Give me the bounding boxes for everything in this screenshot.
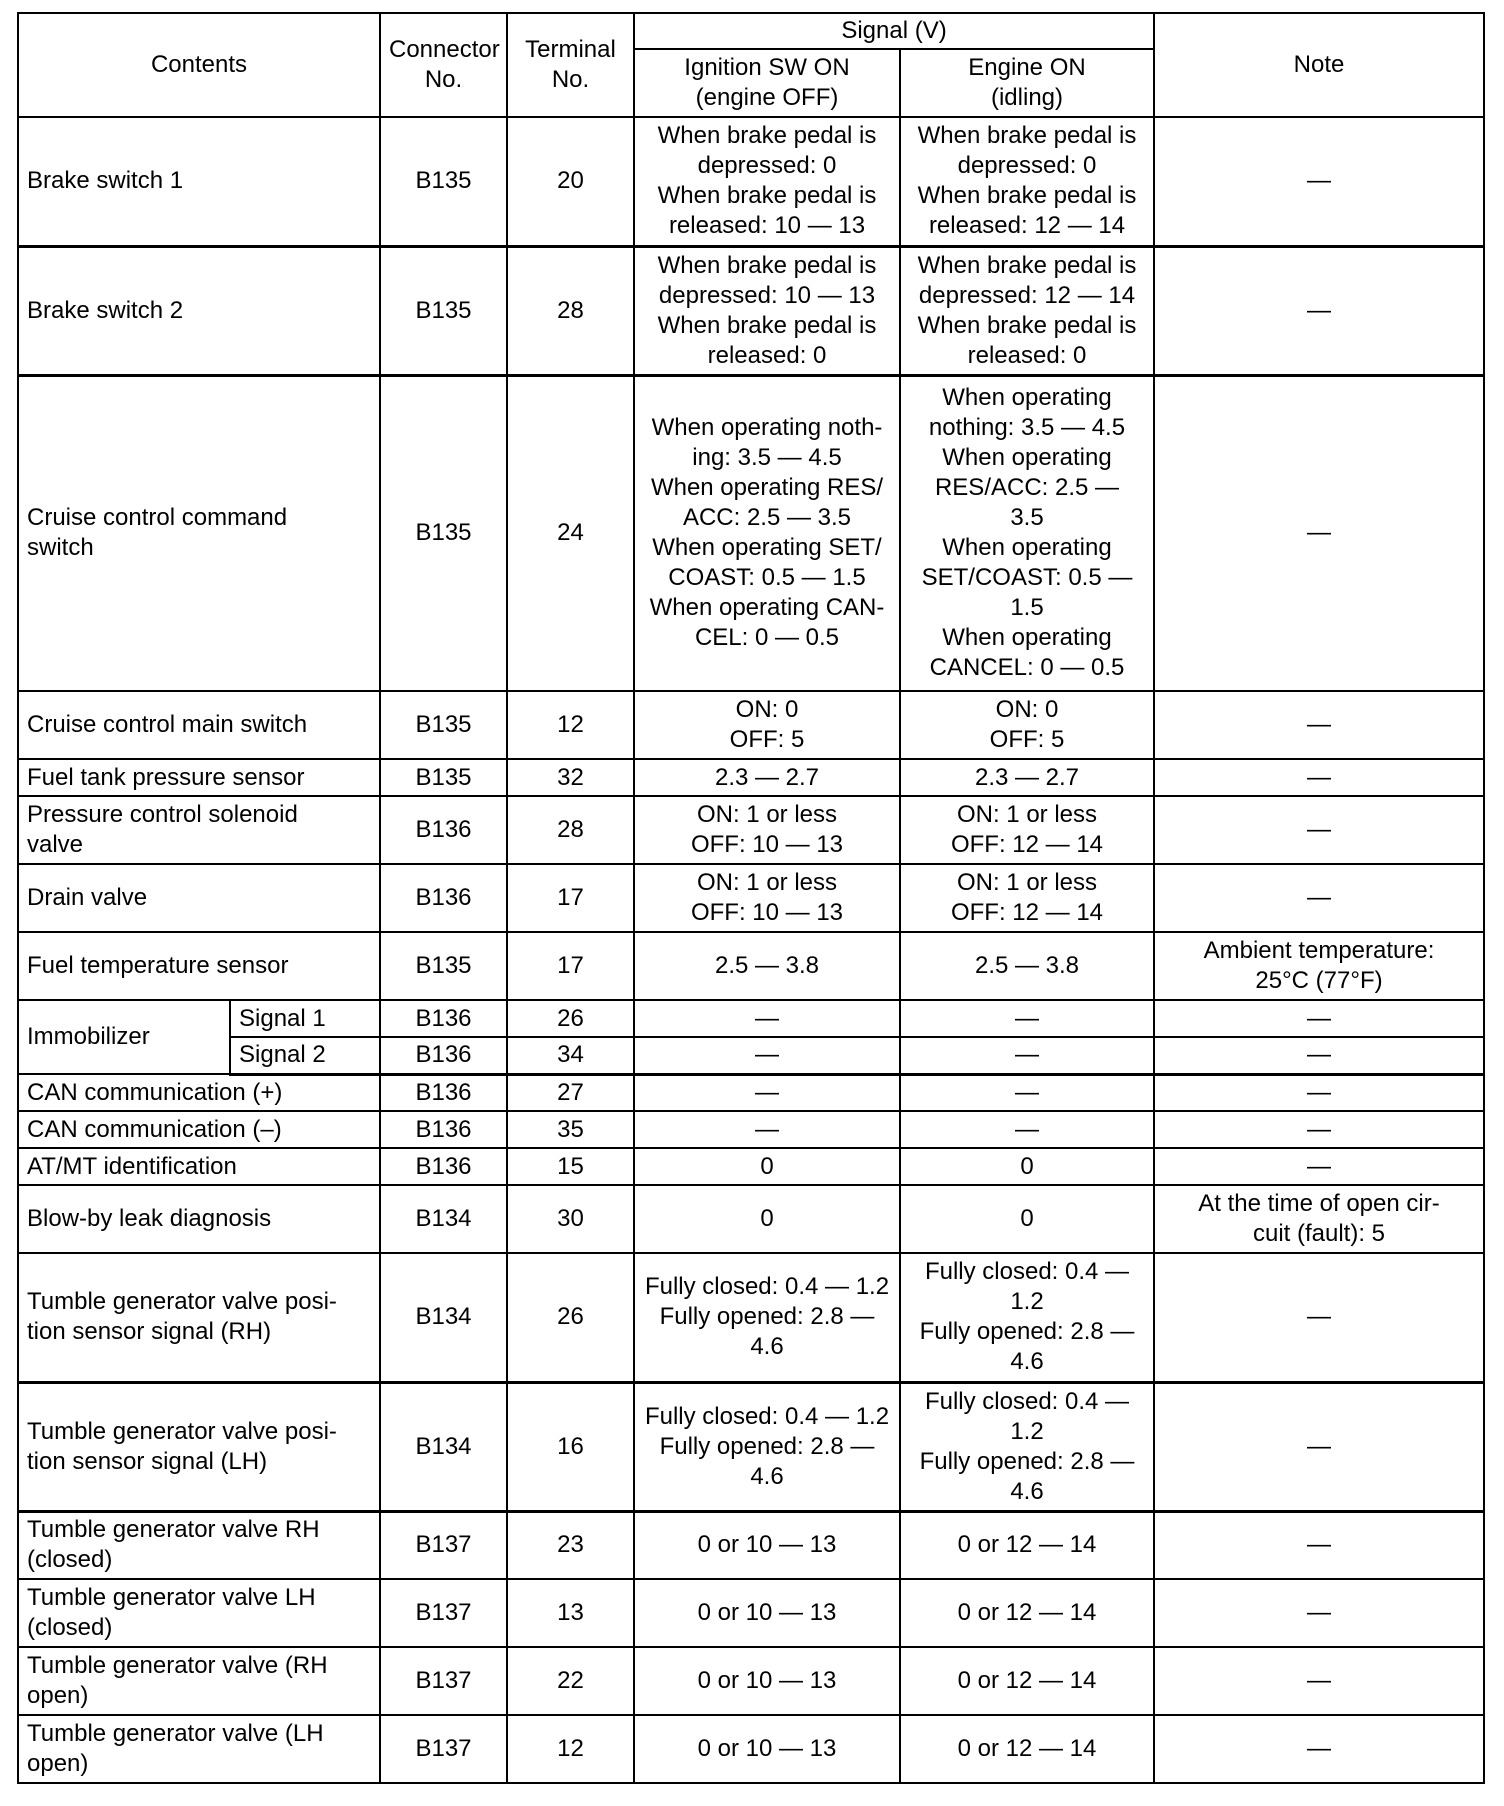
cell-engine-signal: 2.5 — 3.8: [900, 932, 1154, 1000]
cell-ignition-signal: 0 or 10 — 13: [634, 1715, 900, 1783]
cell-note: —: [1154, 246, 1484, 375]
cell-contents: Fuel tank pressure sensor: [18, 759, 380, 796]
cell-ignition-signal: 0 or 10 — 13: [634, 1579, 900, 1647]
table-row: [18, 1074, 1484, 1111]
cell-engine-signal: Fully closed: 0.4 — 1.2 Fully opened: 2.8 — 4.6: [900, 1382, 1154, 1511]
cell-connector: B135: [380, 246, 507, 375]
cell-terminal: 23: [507, 1511, 634, 1579]
cell-note: —: [1154, 1715, 1484, 1783]
cell-terminal: 26: [507, 1253, 634, 1382]
cell-ignition-signal: —: [634, 1037, 900, 1074]
cell-terminal: 22: [507, 1647, 634, 1715]
table-row: [18, 246, 1484, 375]
table-row: [18, 1511, 1484, 1579]
cell-connector: B136: [380, 1037, 507, 1074]
cell-terminal: 28: [507, 796, 634, 864]
cell-note: —: [1154, 117, 1484, 246]
cell-engine-signal: 2.3 — 2.7: [900, 759, 1154, 796]
cell-contents: Brake switch 1: [18, 117, 380, 246]
cell-note: —: [1154, 1148, 1484, 1185]
cell-note: —: [1154, 796, 1484, 864]
cell-ignition-signal: Fully closed: 0.4 — 1.2 Fully opened: 2.8 — 4.6: [634, 1382, 900, 1511]
table-row: [18, 1647, 1484, 1715]
cell-ignition-signal: ON: 1 or less OFF: 10 — 13: [634, 864, 900, 932]
cell-ignition-signal: ON: 1 or less OFF: 10 — 13: [634, 796, 900, 864]
cell-note: —: [1154, 1074, 1484, 1111]
cell-contents: Brake switch 2: [18, 246, 380, 375]
cell-engine-signal: —: [900, 1000, 1154, 1037]
cell-connector: B136: [380, 864, 507, 932]
table-row: [18, 375, 1484, 691]
cell-sub-signal: Signal 1: [230, 1000, 380, 1037]
cell-ignition-signal: 0: [634, 1148, 900, 1185]
cell-connector: B134: [380, 1382, 507, 1511]
cell-contents: Tumble generator valve posi- tion sensor signal (RH): [18, 1253, 380, 1382]
cell-engine-signal: When brake pedal is depressed: 0 When brake pedal is released: 12 — 14: [900, 117, 1154, 246]
table-row-immobilizer-signal-2: [18, 1037, 1484, 1074]
cell-terminal: 17: [507, 932, 634, 1000]
cell-ignition-signal: 0 or 10 — 13: [634, 1511, 900, 1579]
cell-terminal: 27: [507, 1074, 634, 1111]
cell-engine-signal: ON: 1 or less OFF: 12 — 14: [900, 796, 1154, 864]
cell-ignition-signal: —: [634, 1074, 900, 1111]
cell-note: —: [1154, 1253, 1484, 1382]
cell-terminal: 16: [507, 1382, 634, 1511]
cell-contents: Tumble generator valve RH (closed): [18, 1511, 380, 1579]
table-row: [18, 1185, 1484, 1253]
table-row: [18, 117, 1484, 246]
cell-connector: B136: [380, 1000, 507, 1037]
cell-connector: B135: [380, 691, 507, 759]
cell-contents: Blow-by leak diagnosis: [18, 1185, 380, 1253]
cell-ignition-signal: 2.5 — 3.8: [634, 932, 900, 1000]
header-connector: Connector No.: [380, 13, 507, 117]
cell-note: —: [1154, 1647, 1484, 1715]
cell-connector: B137: [380, 1647, 507, 1715]
cell-contents: Tumble generator valve posi- tion sensor signal (LH): [18, 1382, 380, 1511]
cell-connector: B137: [380, 1579, 507, 1647]
cell-terminal: 12: [507, 1715, 634, 1783]
table-row: [18, 1715, 1484, 1783]
cell-connector: B135: [380, 759, 507, 796]
cell-connector: B136: [380, 796, 507, 864]
table-row: [18, 759, 1484, 796]
cell-terminal: 13: [507, 1579, 634, 1647]
cell-terminal: 35: [507, 1111, 634, 1148]
cell-connector: B135: [380, 117, 507, 246]
cell-ignition-signal: —: [634, 1000, 900, 1037]
cell-contents: Tumble generator valve LH (closed): [18, 1579, 380, 1647]
cell-engine-signal: 0 or 12 — 14: [900, 1579, 1154, 1647]
cell-note: —: [1154, 1382, 1484, 1511]
cell-engine-signal: —: [900, 1037, 1154, 1074]
cell-terminal: 32: [507, 759, 634, 796]
cell-note: —: [1154, 864, 1484, 932]
cell-contents: Tumble generator valve (RH open): [18, 1647, 380, 1715]
cell-contents: Drain valve: [18, 864, 380, 932]
cell-ignition-signal: —: [634, 1111, 900, 1148]
cell-note: —: [1154, 1037, 1484, 1074]
header-terminal: Terminal No.: [507, 13, 634, 117]
cell-contents: CAN communication (–): [18, 1111, 380, 1148]
cell-note: —: [1154, 1000, 1484, 1037]
cell-ignition-signal: When brake pedal is depressed: 10 — 13 When brake pedal is released: 0: [634, 246, 900, 375]
cell-contents: Cruise control main switch: [18, 691, 380, 759]
cell-engine-signal: 0: [900, 1148, 1154, 1185]
header-note: Note: [1154, 13, 1484, 117]
header-contents: Contents: [18, 13, 380, 117]
cell-note: At the time of open cir- cuit (fault): 5: [1154, 1185, 1484, 1253]
cell-terminal: 12: [507, 691, 634, 759]
cell-engine-signal: ON: 1 or less OFF: 12 — 14: [900, 864, 1154, 932]
cell-engine-signal: 0 or 12 — 14: [900, 1511, 1154, 1579]
cell-ignition-signal: Fully closed: 0.4 — 1.2 Fully opened: 2.8 — 4.6: [634, 1253, 900, 1382]
cell-ignition-signal: ON: 0 OFF: 5: [634, 691, 900, 759]
cell-contents: Cruise control command switch: [18, 375, 380, 691]
cell-contents: AT/MT identification: [18, 1148, 380, 1185]
cell-note: —: [1154, 375, 1484, 691]
cell-connector: B135: [380, 932, 507, 1000]
cell-ignition-signal: 0 or 10 — 13: [634, 1647, 900, 1715]
cell-engine-signal: 0: [900, 1185, 1154, 1253]
table-row: [18, 932, 1484, 1000]
cell-terminal: 34: [507, 1037, 634, 1074]
cell-engine-signal: —: [900, 1111, 1154, 1148]
cell-connector: B137: [380, 1715, 507, 1783]
cell-engine-signal: ON: 0 OFF: 5: [900, 691, 1154, 759]
table-row: [18, 691, 1484, 759]
cell-ignition-signal: 0: [634, 1185, 900, 1253]
cell-contents: Tumble generator valve (LH open): [18, 1715, 380, 1783]
cell-contents: Fuel temperature sensor: [18, 932, 380, 1000]
cell-terminal: 28: [507, 246, 634, 375]
cell-terminal: 24: [507, 375, 634, 691]
table-row: [18, 1382, 1484, 1511]
header-signal: Signal (V): [634, 13, 1154, 49]
table-row: [18, 1253, 1484, 1382]
cell-connector: B137: [380, 1511, 507, 1579]
cell-terminal: 20: [507, 117, 634, 246]
header-engine-on: Engine ON (idling): [900, 49, 1154, 117]
cell-note: —: [1154, 1579, 1484, 1647]
cell-note: —: [1154, 691, 1484, 759]
signal-spec-table: [17, 12, 1485, 1784]
cell-contents: Pressure control solenoid valve: [18, 796, 380, 864]
cell-ignition-signal: 2.3 — 2.7: [634, 759, 900, 796]
table-row-immobilizer-signal-1: [18, 1000, 1484, 1037]
cell-engine-signal: Fully closed: 0.4 — 1.2 Fully opened: 2.8 — 4.6: [900, 1253, 1154, 1382]
table-row: [18, 1579, 1484, 1647]
table-row: [18, 1148, 1484, 1185]
cell-connector: B134: [380, 1253, 507, 1382]
table-row: [18, 864, 1484, 932]
cell-note: Ambient temperature: 25°C (77°F): [1154, 932, 1484, 1000]
cell-engine-signal: —: [900, 1074, 1154, 1111]
table-row: [18, 1111, 1484, 1148]
cell-note: —: [1154, 1111, 1484, 1148]
cell-connector: B134: [380, 1185, 507, 1253]
cell-terminal: 26: [507, 1000, 634, 1037]
cell-engine-signal: 0 or 12 — 14: [900, 1715, 1154, 1783]
cell-terminal: 17: [507, 864, 634, 932]
cell-connector: B135: [380, 375, 507, 691]
cell-terminal: 15: [507, 1148, 634, 1185]
header-ignition-sw-on: Ignition SW ON (engine OFF): [634, 49, 900, 117]
table-row: [18, 796, 1484, 864]
cell-note: —: [1154, 759, 1484, 796]
cell-connector: B136: [380, 1111, 507, 1148]
cell-contents-immobilizer: Immobilizer: [18, 1000, 230, 1074]
cell-connector: B136: [380, 1148, 507, 1185]
cell-engine-signal: When brake pedal is depressed: 12 — 14 When brake pedal is released: 0: [900, 246, 1154, 375]
cell-ignition-signal: When operating noth- ing: 3.5 — 4.5 When operating RES/ ACC: 2.5 — 3.5 When operating SET/ COAST: 0.5 — 1.5 When operating CAN- CEL: 0 — 0.5: [634, 375, 900, 691]
cell-terminal: 30: [507, 1185, 634, 1253]
cell-connector: B136: [380, 1074, 507, 1111]
table-body: [18, 117, 1484, 1783]
cell-note: —: [1154, 1511, 1484, 1579]
table-header: [18, 13, 1484, 117]
cell-ignition-signal: When brake pedal is depressed: 0 When brake pedal is released: 10 — 13: [634, 117, 900, 246]
cell-contents: CAN communication (+): [18, 1074, 380, 1111]
cell-sub-signal: Signal 2: [230, 1037, 380, 1074]
cell-engine-signal: When operating nothing: 3.5 — 4.5 When operating RES/ACC: 2.5 — 3.5 When operating SET/COAST: 0.5 — 1.5 When operating CANCEL: 0 — 0.5: [900, 375, 1154, 691]
cell-engine-signal: 0 or 12 — 14: [900, 1647, 1154, 1715]
